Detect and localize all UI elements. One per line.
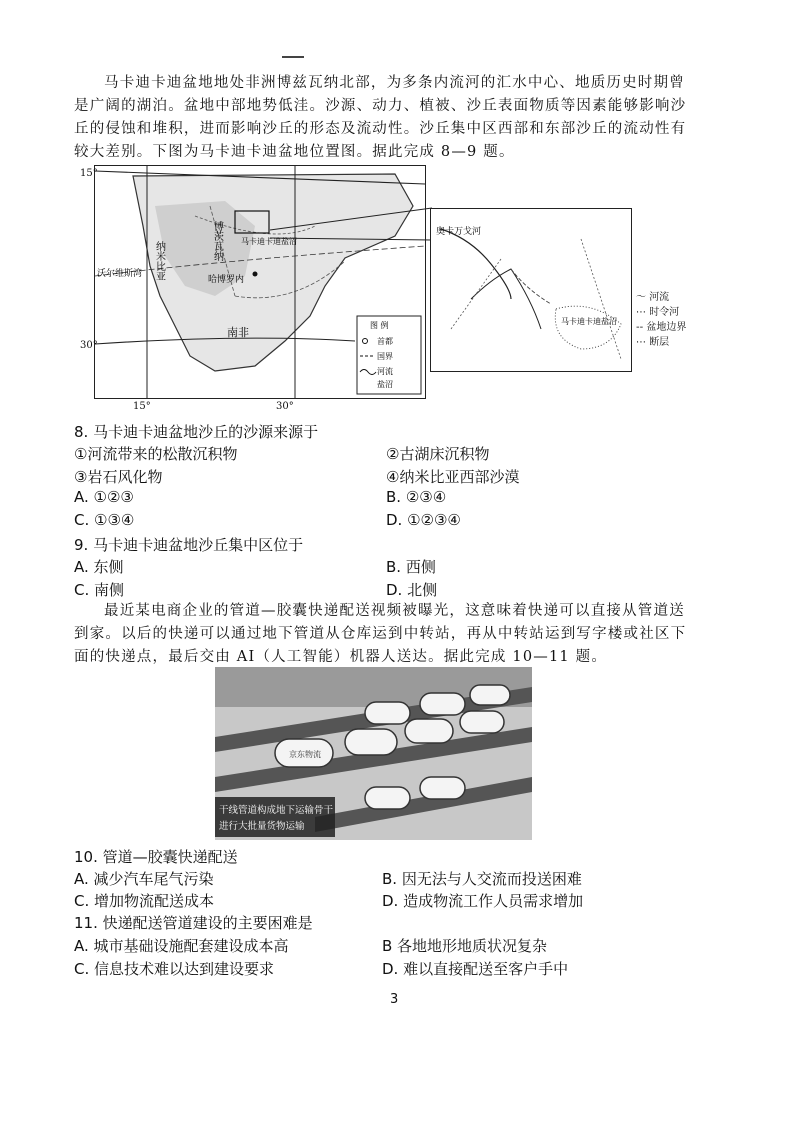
inset-river xyxy=(441,229,511,299)
q9-option-b[interactable]: B. 西侧 xyxy=(386,558,436,576)
lat30-label: 30° xyxy=(80,340,98,351)
q9-option-c[interactable]: C. 南侧 xyxy=(74,581,125,599)
q8-option-b[interactable]: B. ②③④ xyxy=(386,488,447,506)
side-legend-basin: -- 盆地边界 xyxy=(636,322,687,333)
q8-option-d[interactable]: D. ①②③④ xyxy=(386,511,461,529)
lat15-label: 15° xyxy=(80,168,98,179)
q8-statement-2: ②古湖床沉积物 xyxy=(386,445,490,463)
inset-label-pan: 马卡迪卡迪盐沼 xyxy=(561,317,617,326)
side-legend-fault: ⋯ 断层 xyxy=(636,337,670,348)
q11-option-c[interactable]: C. 信息技术难以达到建设要求 xyxy=(74,960,275,978)
connector-lines xyxy=(260,190,440,250)
inset-legend xyxy=(636,290,686,350)
q8-option-a[interactable]: A. ①②③ xyxy=(74,488,134,506)
capsule-label: 京东物流 xyxy=(289,750,321,759)
q10-option-d[interactable]: D. 造成物流工作人员需求增加 xyxy=(382,892,584,910)
label-pan: 马卡迪卡迪盐沼 xyxy=(241,237,297,246)
map-legend xyxy=(357,316,421,394)
inset-map xyxy=(430,208,632,372)
q8-statement-3: ③岩石风化物 xyxy=(74,468,163,486)
side-legend-river: ～ 河流 xyxy=(636,292,670,303)
q9-option-a[interactable]: A. 东侧 xyxy=(74,558,124,576)
label-botswana: 博茨瓦纳 xyxy=(211,221,223,261)
pipeline-photo xyxy=(215,667,532,840)
photo-svg xyxy=(215,667,532,840)
page-number: 3 xyxy=(390,992,399,1007)
legend-title: 图 例 xyxy=(370,321,389,330)
passage-1: 马卡迪卡迪盆地地处非洲博兹瓦纳北部，为多条内流河的汇水中心、地质历史时期曾是广阔的湖泊。盆地中部地势低洼。沙源、动力、植被、沙丘表面物质等因素能够影响沙丘的侵蚀和堆积，进而影响沙丘的形态及流动性。沙丘集中区西部和东部沙丘的流动性有较大差别。下图为马卡迪卡迪盆地位置图。据此完成 8—9 题。 xyxy=(74,75,687,160)
q8-statement-1: ①河流带来的松散沉积物 xyxy=(74,445,238,463)
legend-capital: 首都 xyxy=(377,337,393,346)
lon30-label: 30° xyxy=(276,401,294,412)
q8-stem: 8. 马卡迪卡迪盆地沙丘的沙源来源于 xyxy=(74,423,319,441)
q8-option-c[interactable]: C. ①③④ xyxy=(74,511,135,529)
q10-option-c[interactable]: C. 增加物流配送成本 xyxy=(74,892,215,910)
legend-salt: 盐沼 xyxy=(377,380,393,389)
inset-label-okavango: 奥卡万戈河 xyxy=(436,227,482,237)
q10-option-b[interactable]: B. 因无法与人交流而投送困难 xyxy=(382,870,582,888)
q11-option-a[interactable]: A. 城市基础设施配套建设成本高 xyxy=(74,937,289,955)
photo-caption-2: 进行大批量货物运输 xyxy=(219,821,305,832)
inset-river xyxy=(471,269,541,329)
q11-option-d[interactable]: D. 难以直接配送至客户手中 xyxy=(382,960,569,978)
label-gaborone: 哈博罗内 xyxy=(208,275,245,285)
capital-marker xyxy=(253,272,258,277)
q10-stem: 10. 管道—胶囊快递配送 xyxy=(74,848,238,866)
legend-river: 河流 xyxy=(377,367,393,376)
label-namibia: 纳米比亚 xyxy=(153,241,165,281)
lon15-label: 15° xyxy=(133,401,151,412)
inset-seasonal xyxy=(511,269,551,304)
legend-border: 国界 xyxy=(377,352,393,361)
side-legend-seasonal: ⋯ 时令河 xyxy=(636,307,680,318)
inset-pan-outline xyxy=(555,306,621,349)
q11-option-b[interactable]: B 各地地形地质状况复杂 xyxy=(382,937,548,955)
passage-2: 最近某电商企业的管道—胶囊快递配送视频被曝光，这意味着快递可以直接从管道送到家。以后的快递可以通过地下管道从仓库运到中转站，再从中转站运到写字楼或社区下面的快递点，最后交由 AI（人工智能）机器人送达。据此完成 10—11 题。 xyxy=(74,603,687,665)
q9-option-d[interactable]: D. 北侧 xyxy=(386,581,438,599)
inset-svg xyxy=(431,209,631,371)
photo-caption-1: 干线管道构成地下运输骨干 xyxy=(219,805,334,816)
label-walvis: 沃尔维斯湾 xyxy=(97,269,143,279)
top-mark xyxy=(282,56,304,58)
q8-statement-4: ④纳米比亚西部沙漠 xyxy=(386,468,520,486)
q10-option-a[interactable]: A. 减少汽车尾气污染 xyxy=(74,870,214,888)
q11-stem: 11. 快递配送管道建设的主要困难是 xyxy=(74,914,313,932)
label-south-africa: 南非 xyxy=(227,326,249,339)
q9-stem: 9. 马卡迪卡迪盆地沙丘集中区位于 xyxy=(74,536,304,554)
inset-fault xyxy=(451,239,621,359)
